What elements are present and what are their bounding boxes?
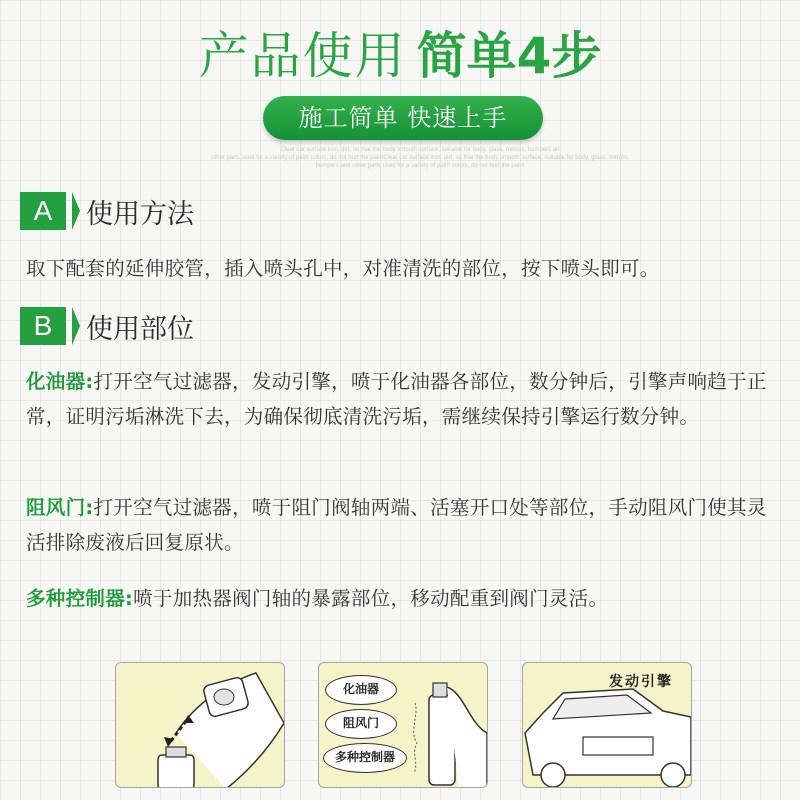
fine-print-line-2: other parts used for a variety of paint colors, do not hurt the paintClear car surface iron, dirt, so that the body smooth surface, suitable for body, glass, mirrors, [211, 155, 629, 161]
illustration-attach-hose [115, 662, 285, 788]
title-bold: 简单4步 [416, 27, 602, 85]
fine-print-line-1: Clear car surface iron, dirt, so that the body smooth surface, suitable for body, glass, mirrors, bumpers an [280, 147, 560, 153]
label-start-engine: 发动引擎 [609, 674, 673, 690]
page-title [0, 26, 800, 86]
section-a-text: 取下配套的延伸胶管，插入喷头孔中，对准清洗的部位，按下喷头即可。 [26, 257, 660, 280]
section-b-header [20, 307, 194, 345]
usage-term: 多种控制器: [26, 587, 134, 610]
section-a-header [20, 192, 194, 230]
label-carburetor: 化油器 [325, 675, 397, 705]
illustration-spray-parts [318, 662, 488, 788]
usage-term: 阻风门: [26, 496, 94, 519]
section-a-badge: A [20, 192, 66, 230]
usage-term: 化油器: [26, 370, 94, 393]
title-thin: 产品使用 [198, 27, 407, 85]
section-a-title: 使用方法 [86, 198, 194, 230]
illustration-start-engine [522, 662, 692, 788]
section-b-title: 使用部位 [86, 313, 194, 345]
usage-item-controllers [26, 581, 776, 616]
usage-item-choke [26, 490, 776, 560]
label-choke: 阻风门 [325, 709, 397, 739]
usage-item-carburetor [26, 364, 776, 434]
subtitle-pill: 施工简单 快速上手 [263, 96, 543, 140]
fine-print-line-3: bumpers and other parts used for a variety of paint colors, do not hurt the paint [315, 163, 525, 169]
section-b-badge: B [20, 307, 66, 345]
usage-text: 喷于加热器阀门轴的暴露部位，移动配重到阀门灵活。 [133, 587, 609, 610]
usage-text: 打开空气过滤器，喷于阻门阀轴两端、活塞开口处等部位，手动阻风门使其灵活排除废液后回复原状。 [26, 496, 767, 554]
usage-text: 打开空气过滤器，发动引擎，喷于化油器各部位，数分钟后，引擎声响趋于正常，证明污垢淋洗下去，为确保彻底清洗污垢，需继续保持引擎运行数分钟。 [26, 370, 767, 428]
hand-spray-can-icon [116, 663, 285, 788]
spray-can-icon [319, 663, 488, 788]
label-controllers: 多种控制器 [323, 743, 407, 773]
